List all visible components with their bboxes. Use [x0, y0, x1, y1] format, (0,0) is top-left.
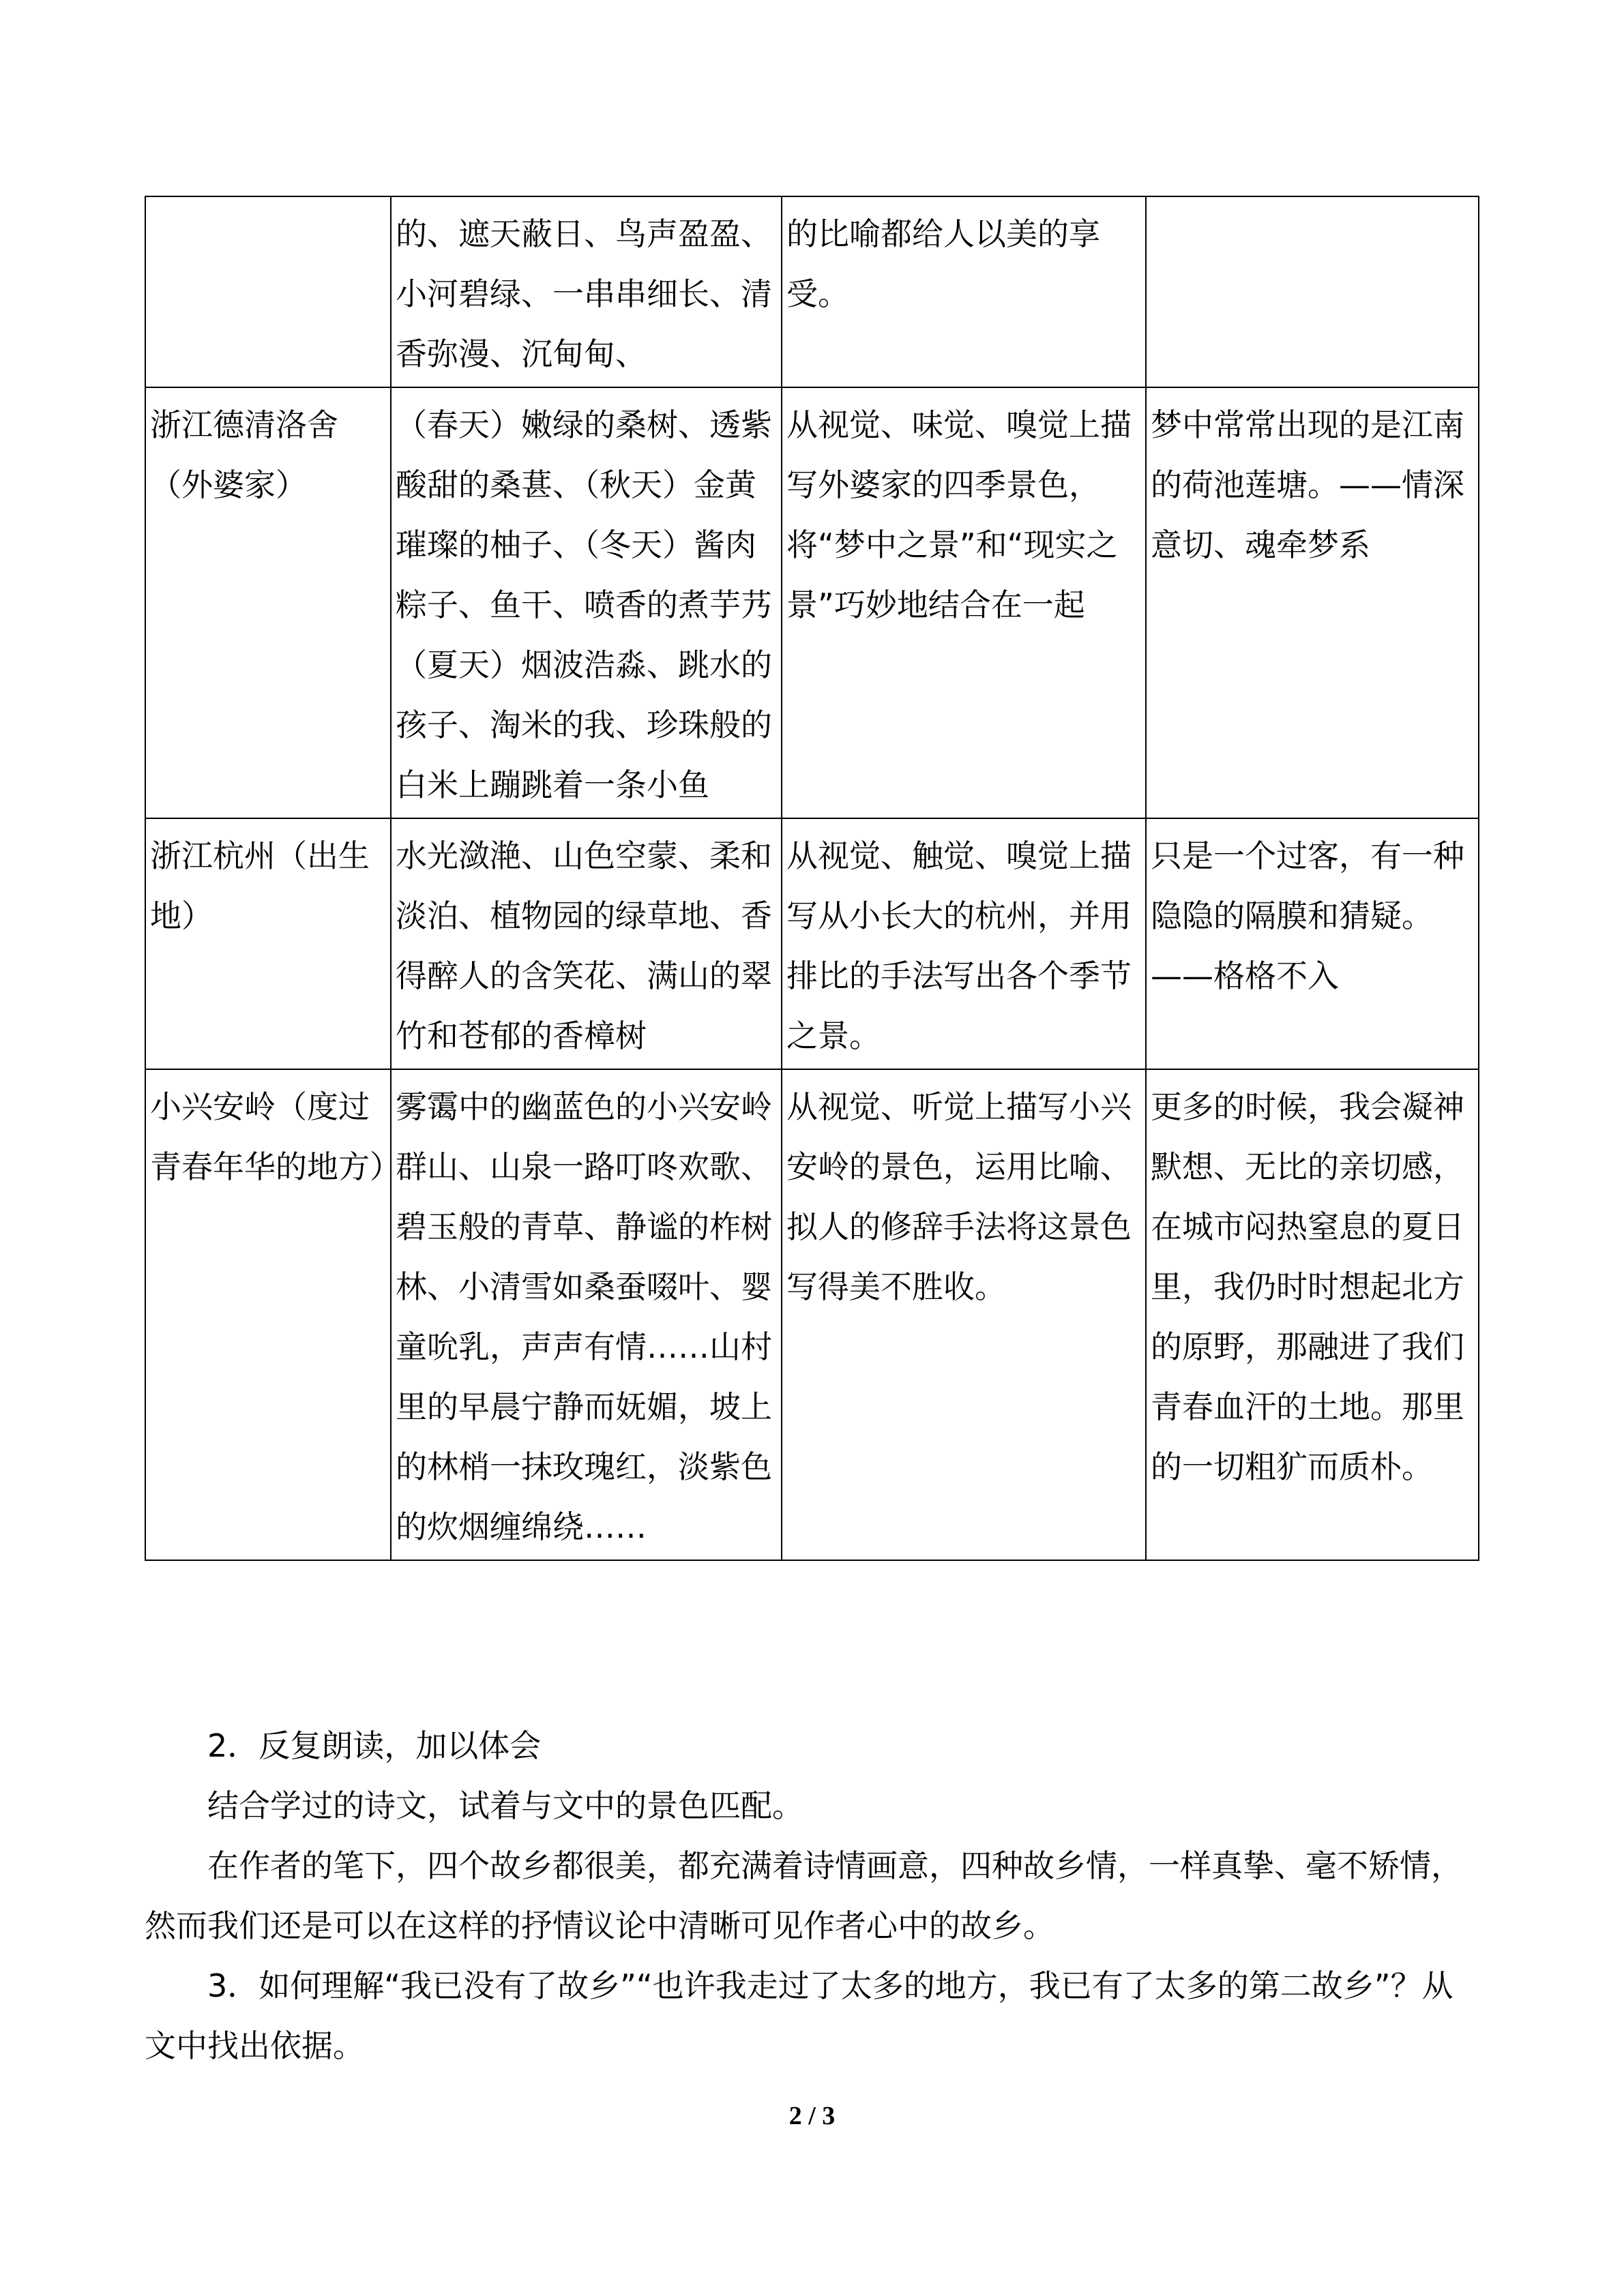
- cell-text: 小兴安岭（度过青春年华的地方）: [150, 1088, 401, 1185]
- table-cell-technique: [782, 1069, 1146, 1560]
- table-row: [145, 1069, 1479, 1560]
- table-cell-technique: [782, 387, 1146, 818]
- paragraph-question-3: 3．如何理解“我已没有了故乡”“也许我走过了太多的地方，我已有了太多的第二故乡”？从文中找出依据。: [145, 1967, 1453, 2064]
- table-cell-scenery: [391, 818, 782, 1069]
- scenery-table: [145, 196, 1479, 1561]
- cell-text: 的、遮天蔽日、鸟声盈盈、小河碧绿、一串串细长、清香弥漫、沉甸甸、: [396, 215, 772, 372]
- table-cell-scenery: [391, 196, 782, 387]
- cell-text: 只是一个过客，有一种隐隐的隔膜和猜疑。——格格不入: [1151, 837, 1464, 994]
- page-number: 2 / 3: [788, 2102, 836, 2130]
- table-cell-scenery: [391, 387, 782, 818]
- cell-text: 从视觉、听觉上描写小兴安岭的景色，运用比喻、拟人的修辞手法将这景色写得美不胜收。: [786, 1088, 1132, 1305]
- cell-text: 更多的时候，我会凝神默想、无比的亲切感，在城市闷热窒息的夏日里，我仍时时想起北方的原野，那融进了我们青春血汗的土地。那里的一切粗犷而质朴。: [1151, 1088, 1464, 1485]
- paragraph-heading-2: 2．反复朗读，加以体会: [207, 1727, 542, 1764]
- cell-text: 的比喻都给人以美的享受。: [786, 215, 1100, 312]
- cell-text: （春天）嫩绿的桑树、透紫酸甜的桑葚、（秋天）金黄璀璨的柚子、（冬天）酱肉粽子、鱼干、喷香的煮芋艿（夏天）烟波浩淼、跳水的孩子、淘米的我、珍珠般的白米上蹦跳着一条小鱼: [396, 406, 772, 803]
- cell-text: 梦中常常出现的是江南的荷池莲塘。——情深意切、魂牵梦系: [1151, 406, 1464, 563]
- table-cell-technique: [782, 196, 1146, 387]
- cell-text: 浙江杭州（出生地）: [150, 837, 370, 934]
- table-cell-feeling: [1146, 196, 1479, 387]
- table-cell-scenery: [391, 1069, 782, 1560]
- table-cell-technique: [782, 818, 1146, 1069]
- cell-text: 从视觉、触觉、嗅觉上描写从小长大的杭州，并用排比的手法写出各个季节之景。: [786, 837, 1132, 1054]
- cell-text: 雾霭中的幽蓝色的小兴安岭群山、山泉一路叮咚欢歌、碧玉般的青草、静谧的柞树林、小清雪如桑蚕啜叶、婴童吮乳，声声有情……山村里的早晨宁静而妩媚，坡上的林梢一抹玫瑰红，淡紫色的炊烟缠绵绕……: [396, 1088, 772, 1545]
- table-cell-place: [145, 818, 391, 1069]
- table-row: [145, 818, 1479, 1069]
- cell-text: 水光潋滟、山色空蒙、柔和淡泊、植物园的绿草地、香得醉人的含笑花、满山的翠竹和苍郁的香樟树: [396, 837, 772, 1054]
- table-cell-place: [145, 196, 391, 387]
- paragraph-analysis: 在作者的笔下，四个故乡都很美，都充满着诗情画意，四种故乡情，一样真挚、毫不矫情，然而我们还是可以在这样的抒情议论中清晰可见作者心中的故乡。: [145, 1847, 1462, 1944]
- table-cell-feeling: [1146, 818, 1479, 1069]
- paragraph-instruction: 结合学过的诗文，试着与文中的景色匹配。: [207, 1787, 803, 1824]
- table-cell-place: [145, 1069, 401, 1560]
- table-row: [145, 196, 1479, 387]
- table-cell-feeling: [1146, 1069, 1479, 1560]
- cell-text: 从视觉、味觉、嗅觉上描写外婆家的四季景色，将“梦中之景”和“现实之景”巧妙地结合在一起: [786, 406, 1132, 623]
- table-cell-feeling: [1146, 387, 1479, 818]
- cell-text: 浙江德清洛舍（外婆家）: [150, 406, 338, 503]
- table-cell-place: [145, 387, 391, 818]
- table-row: [145, 387, 1479, 818]
